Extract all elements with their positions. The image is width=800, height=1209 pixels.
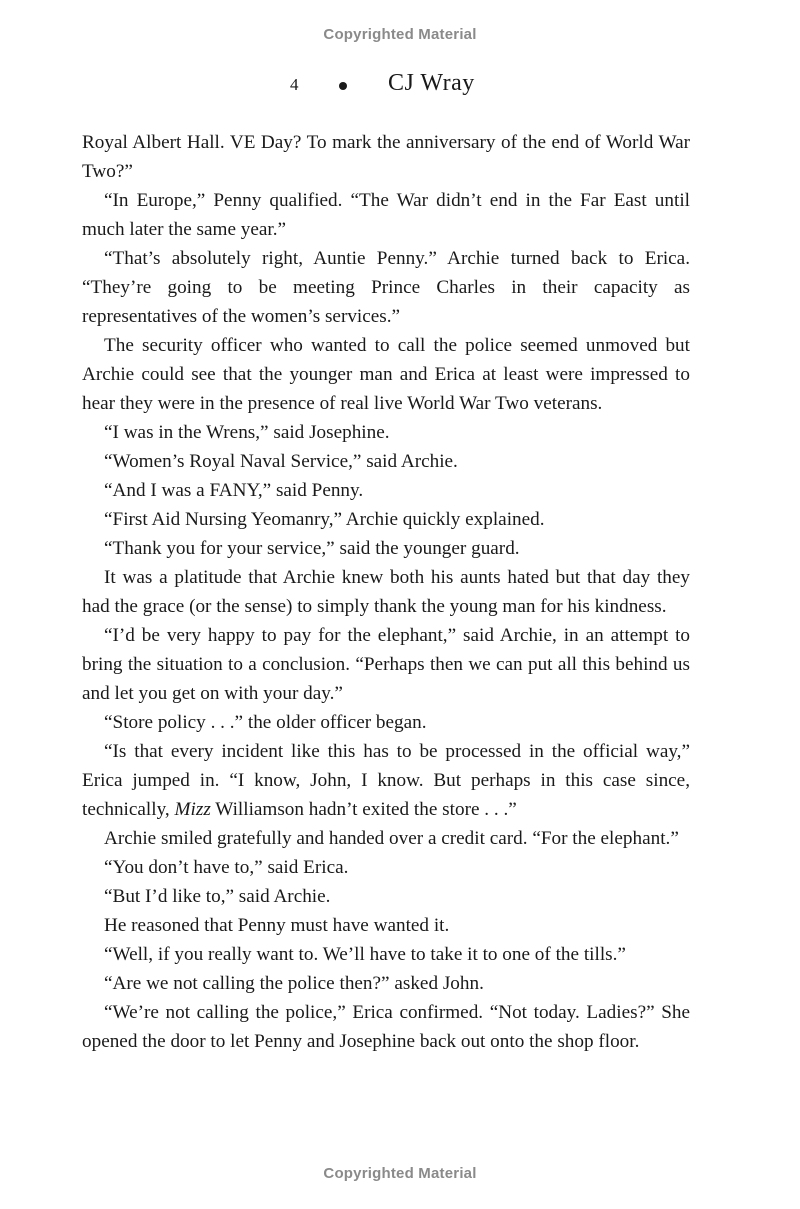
paragraph: He reasoned that Penny must have wanted it. bbox=[104, 915, 450, 936]
paragraph-text: Williamson hadn’t exited the store . . .” bbox=[210, 799, 517, 820]
paragraph: “Well, if you really want to. We’ll have to take it to one of the tills.” bbox=[104, 944, 626, 965]
paragraph: Royal Albert Hall. VE Day? To mark the anniversary of the end of World War Two?” bbox=[82, 132, 690, 182]
paragraph: “But I’d like to,” said Archie. bbox=[104, 886, 331, 907]
copyright-watermark-top: Copyrighted Material bbox=[323, 26, 477, 43]
paragraph: “Women’s Royal Naval Service,” said Archie. bbox=[104, 451, 458, 472]
paragraph: Archie smiled gratefully and handed over a credit card. “For the elephant.” bbox=[104, 828, 679, 849]
paragraph: “You don’t have to,” said Erica. bbox=[104, 857, 349, 878]
paragraph: “Store policy . . .” the older officer began. bbox=[104, 712, 427, 733]
paragraph: “Are we not calling the police then?” asked John. bbox=[104, 973, 484, 994]
author-name: CJ Wray bbox=[388, 70, 475, 96]
page-number: 4 bbox=[290, 75, 299, 94]
paragraph: “That’s absolutely right, Auntie Penny.” Archie turned back to Erica. “They’re going to be meeting Prince Charles in their capacity as representatives of the women’s services.” bbox=[82, 248, 690, 327]
paragraph: “We’re not calling the police,” Erica confirmed. “Not today. Ladies?” She opened the door to let Penny and Josephine back out onto the shop floor. bbox=[82, 1002, 690, 1052]
paragraph bbox=[82, 737, 690, 824]
paragraph: “I’d be very happy to pay for the elephant,” said Archie, in an attempt to bring the situation to a conclusion. “Perhaps then we can put all this behind us and let you get on with your day.” bbox=[82, 625, 690, 704]
paragraph: “In Europe,” Penny qualified. “The War didn’t end in the Far East until much later the same year.” bbox=[82, 190, 690, 240]
paragraph: “First Aid Nursing Yeomanry,” Archie quickly explained. bbox=[104, 509, 545, 530]
paragraph: It was a platitude that Archie knew both his aunts hated but that day they had the grace (or the sense) to simply thank the young man for his kindness. bbox=[82, 567, 690, 617]
italic-name: Mizz bbox=[174, 799, 211, 820]
paragraph-text: “Is that every incident like this has to be processed in the official way,” Erica jumped in. “I know, John, I know. But perhaps in this case since, technically, bbox=[82, 741, 690, 820]
paragraph: “Thank you for your service,” said the younger guard. bbox=[104, 538, 520, 559]
paragraph: “I was in the Wrens,” said Josephine. bbox=[104, 422, 390, 443]
paragraph: The security officer who wanted to call the police seemed unmoved but Archie could see that the younger man and Erica at least were impressed to hear they were in the presence of real live World War Two veterans. bbox=[82, 335, 690, 414]
body-text bbox=[82, 128, 690, 1056]
copyright-watermark-bottom: Copyrighted Material bbox=[323, 1165, 477, 1182]
running-header bbox=[0, 70, 800, 102]
paragraph: “And I was a FANY,” said Penny. bbox=[104, 480, 364, 501]
header-bullet-icon bbox=[339, 82, 347, 90]
